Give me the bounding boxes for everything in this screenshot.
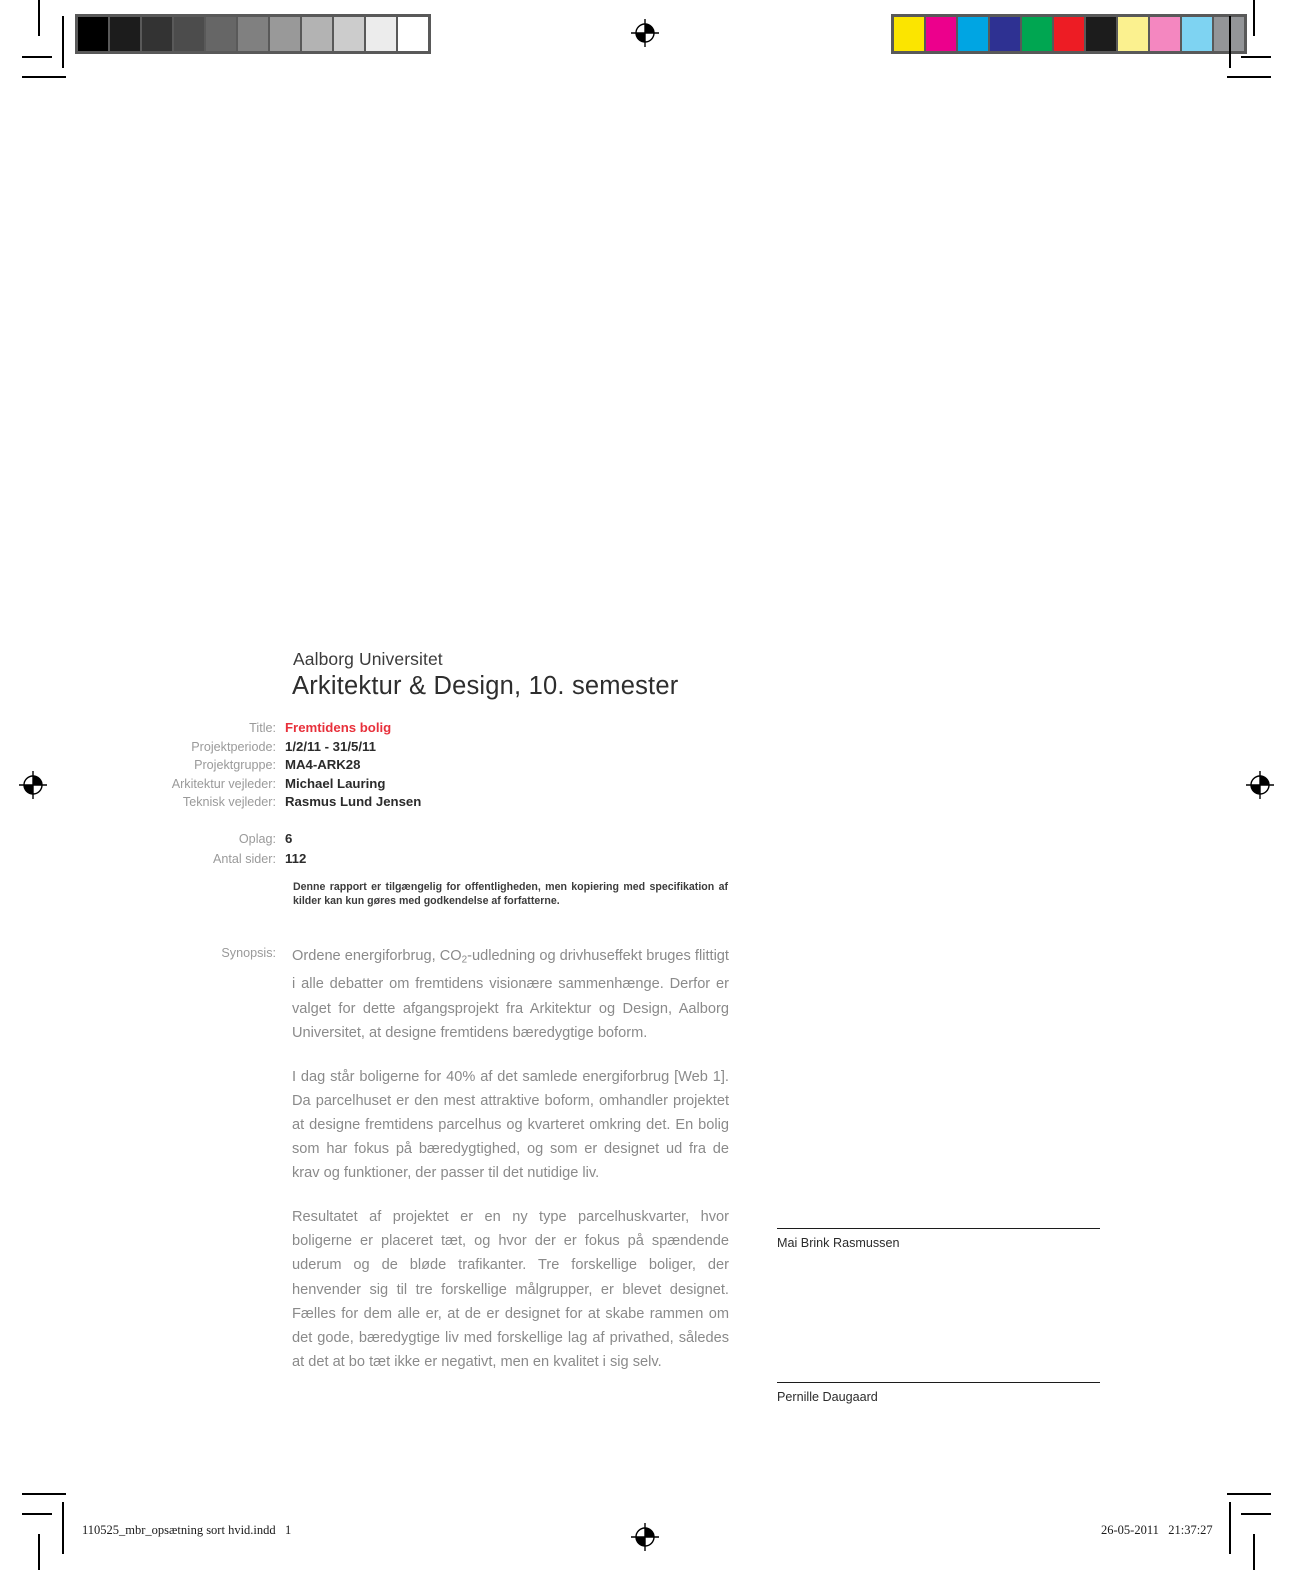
meta-label: Projektperiode: [191, 739, 276, 754]
meta-row [0, 756, 760, 775]
meta-label: Oplag: [238, 831, 276, 846]
meta-row [0, 738, 760, 757]
page-title: Arkitektur & Design, 10. semester [292, 672, 679, 700]
meta-row [0, 829, 760, 849]
colophon-meta-table [0, 719, 760, 869]
copyright-disclaimer: Denne rapport er tilgængelig for offentligheden, men kopiering med specifikation af kilder kan kun gøres med godkendelse af forfatterne. [293, 881, 728, 908]
meta-value: 6 [285, 830, 293, 846]
meta-value: Rasmus Lund Jensen [285, 794, 422, 810]
meta-value: Michael Lauring [285, 775, 386, 791]
footer-filename: 110525_mbr_opsætning sort hvid.indd 1 [82, 1523, 292, 1537]
synopsis-paragraph-1 [292, 944, 729, 1045]
meta-value: Fremtidens bolig [285, 720, 392, 735]
signature-line [777, 1382, 1100, 1383]
meta-label: Arkitektur vejleder: [171, 776, 276, 791]
meta-row [0, 719, 760, 738]
synopsis-label: Synopsis: [221, 946, 276, 960]
meta-row [0, 775, 760, 794]
synopsis-p1-part-b: -udledning og drivhuseffekt bruges flittigt i alle debatter om fremtidens visionære sammenhænge. Derfor er valget for dette afgangsprojekt fra Arkitektur og Design, Aalborg Universitet, at designe fremtidens bæredygtige boform. [292, 948, 729, 1041]
signature-name: Pernille Daugaard [777, 1390, 878, 1404]
synopsis-p1-part-a: Ordene energiforbrug, CO [292, 948, 462, 964]
meta-row [0, 793, 760, 812]
meta-value: 112 [285, 850, 307, 866]
synopsis-body [292, 944, 729, 1374]
synopsis-paragraph-3: Resultatet af projektet er en ny type parcelhuskvarter, hvor boligerne er placeret tæt, og hvor der er fokus på spændende uderum og de bløde trafikanter. Tre forskellige boliger, der henvender sig til tre forskellige målgrupper, er blevet designet. Fælles for dem alle er, at de er designet for at skabe rammen om det gode, bæredygtige liv med forskellige lag af privathed, således at det at bo tæt ikke er negativt, men en kvalitet i sig selv. [292, 1209, 729, 1370]
meta-spacer [0, 812, 760, 829]
footer-timestamp: 26-05-2011 21:37:27 [1101, 1523, 1213, 1537]
signature-name: Mai Brink Rasmussen [777, 1236, 900, 1250]
meta-value: MA4-ARK28 [285, 757, 361, 773]
university-name: Aalborg Universitet [293, 649, 443, 669]
signature-block-2 [777, 1382, 1100, 1404]
synopsis-paragraph-2: I dag står boligerne for 40% af det samlede energiforbrug [Web 1]. Da parcelhuset er den mest attraktive boform, omhandler projektet at designe fremtidens parcelhus og kvarteret omkring det. En bolig som har fokus på bæredygtighed, og som er designet ud fra de krav og funktioner, der passer til det nutidige liv. [292, 1068, 729, 1182]
meta-label: Projektgruppe: [194, 758, 276, 773]
co2-subscript: 2 [461, 954, 468, 966]
meta-row [0, 849, 760, 869]
signature-block-1 [777, 1228, 1100, 1250]
meta-value: 1/2/11 - 31/5/11 [285, 738, 376, 754]
meta-label: Teknisk vejleder: [182, 795, 276, 810]
meta-label: Title: [249, 721, 276, 735]
meta-label: Antal sider: [213, 851, 276, 866]
signature-line [777, 1228, 1100, 1229]
